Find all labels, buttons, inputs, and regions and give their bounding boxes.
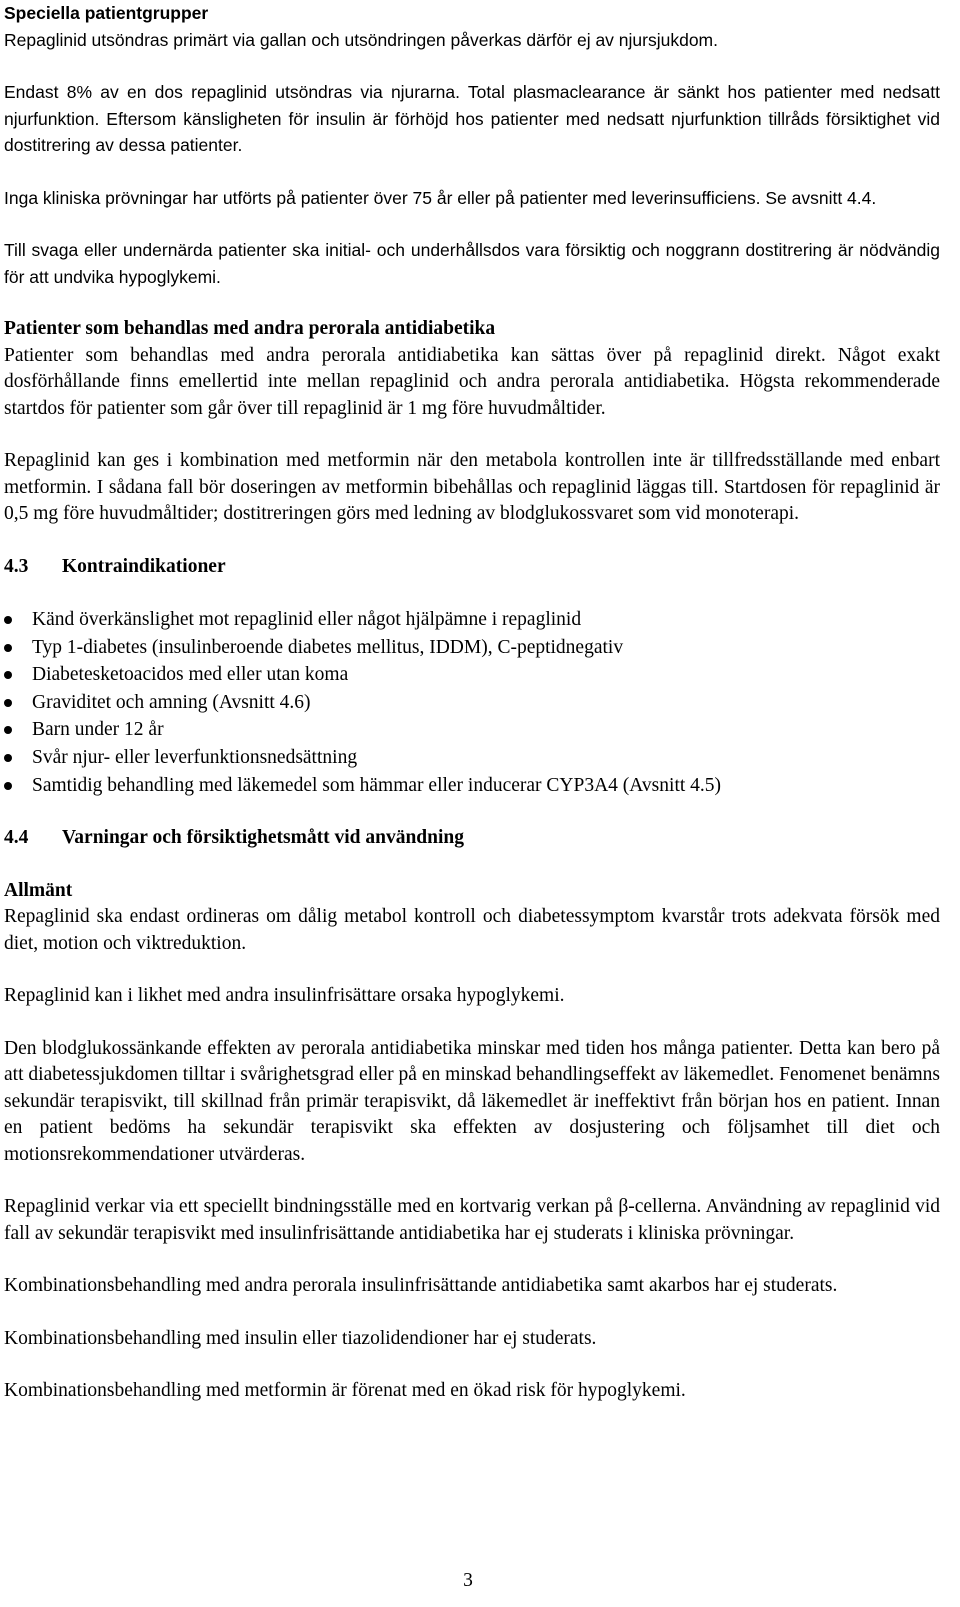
bullet-icon (4, 754, 12, 762)
heading-special-patient-groups: Speciella patientgrupper (4, 3, 209, 23)
bullet-icon (4, 726, 12, 734)
bullet-icon (4, 782, 12, 790)
list-item: Känd överkänslighet mot repaglinid eller något hjälpämne i repaglinid (4, 606, 940, 634)
paragraph-hypoglycemia: Repaglinid kan i likhet med andra insulinfrisättare orsaka hypoglykemi. (4, 985, 565, 1007)
list-item: Barn under 12 år (4, 716, 940, 744)
bullet-icon (4, 644, 12, 652)
subheading-general: Allmänt (4, 879, 73, 901)
paragraph-metformin-combination: Repaglinid kan ges i kombination med metformin när den metabola kontrollen inte är tillfredsställande med enbart metformin. I sådana fall bör doseringen av metformin bibehållas och repaglinid läggas till. Startdosen för repaglinid är 0,5 mg före huvudmåltider; dostitreringen görs med ledning av blodglukossvaret som vid monoterapi. (4, 450, 940, 524)
paragraph-switching: Patienter som behandlas med andra perorala antidiabetika kan sättas över på repaglinid direkt. Något exakt dosförhållande finns emellertid inte mellan repaglinid och andra perorala antidiabetika. Högsta rekommenderade startdos för patienter som går över till repaglinid är 1 mg före huvudmåltider. (4, 344, 940, 419)
section-title: Kontraindikationer (62, 555, 226, 577)
paragraph-biliary-excretion: Repaglinid utsöndras primärt via gallan och utsöndringen påverkas därför ej av njursjukdom. (4, 29, 718, 50)
paragraph-combination-acarbose: Kombinationsbehandling med andra perorala insulinfrisättande antidiabetika samt akarbos har ej studerats. (4, 1275, 838, 1297)
list-item: Graviditet och amning (Avsnitt 4.6) (4, 689, 940, 717)
section-title: Varningar och försiktighetsmått vid användning (62, 827, 464, 849)
section-heading-contraindications (4, 554, 940, 581)
list-item: Diabetesketoacidos med eller utan koma (4, 661, 940, 689)
paragraph-renal-excretion: Endast 8% av en dos repaglinid utsöndras via njurarna. Total plasmaclearance är sänkt hos patienter med nedsatt njurfunktion. Eftersom känsligheten för insulin är förhöjd hos patienter med nedsatt njurfunktion tillråds försiktighet vid dostitrering av dessa patienter. (4, 82, 940, 155)
heading-other-antidiabetics: Patienter som behandlas med andra perorala antidiabetika (4, 318, 496, 339)
paragraph-secondary-failure: Den blodglukossänkande effekten av perorala antidiabetika minskar med tiden hos många patienter. Detta kan bero på att diabetessjukdomen tilltar i svårighetsgrad eller på en minskad behandlingseffekt av läkemedlet. Fenomenet benämns sekundär terapisvikt, till skillnad från primär terapisvikt, då läkemedlet är ineffektivt från början hos en patient. Innan en patient bedöms ha sekundär terapisvikt ska effekten av dosjustering och följsamhet till diet och motionsrekommendationer utvärderas. (4, 1037, 940, 1165)
paragraph-prescribe-only: Repaglinid ska endast ordineras om dålig metabol kontroll och diabetessymptom kvarstår trots adekvata försök med diet, motion och viktreduktion. (4, 906, 940, 954)
list-item: Typ 1-diabetes (insulinberoende diabetes mellitus, IDDM), C-peptidnegativ (4, 634, 940, 662)
paragraph-combination-insulin: Kombinationsbehandling med insulin eller tiazolidendioner har ej studerats. (4, 1327, 597, 1349)
paragraph-no-trials-elderly: Inga kliniska prövningar har utförts på patienter över 75 år eller på patienter med leverinsufficiens. Se avsnitt 4.4. (4, 187, 877, 208)
section-number: 4.4 (4, 827, 29, 849)
paragraph-combination-metformin: Kombinationsbehandling med metformin är förenat med en ökad risk för hypoglykemi. (4, 1380, 686, 1402)
section-number: 4.3 (4, 555, 29, 577)
list-item: Svår njur- eller leverfunktionsnedsättning (4, 744, 940, 772)
paragraph-weak-patients: Till svaga eller undernärda patienter ska initial- och underhållsdos vara försiktig och noggrann dostitrering är nödvändig för att undvika hypoglykemi. (4, 240, 940, 287)
paragraph-binding-site: Repaglinid verkar via ett speciellt bindningsställe med en kortvarig verkan på β-cellerna. Användning av repaglinid vid fall av sekundär terapisvikt med insulinfrisättande antidiabetika har ej studerats i kliniska prövningar. (4, 1196, 940, 1244)
page-number: 3 (463, 1570, 473, 1591)
bullet-icon (4, 616, 12, 624)
contraindications-list (4, 606, 940, 799)
list-item: Samtidig behandling med läkemedel som hämmar eller inducerar CYP3A4 (Avsnitt 4.5) (4, 772, 940, 800)
bullet-icon (4, 699, 12, 707)
bullet-icon (4, 671, 12, 679)
document-page (4, 0, 940, 1405)
section-heading-warnings (4, 825, 940, 852)
